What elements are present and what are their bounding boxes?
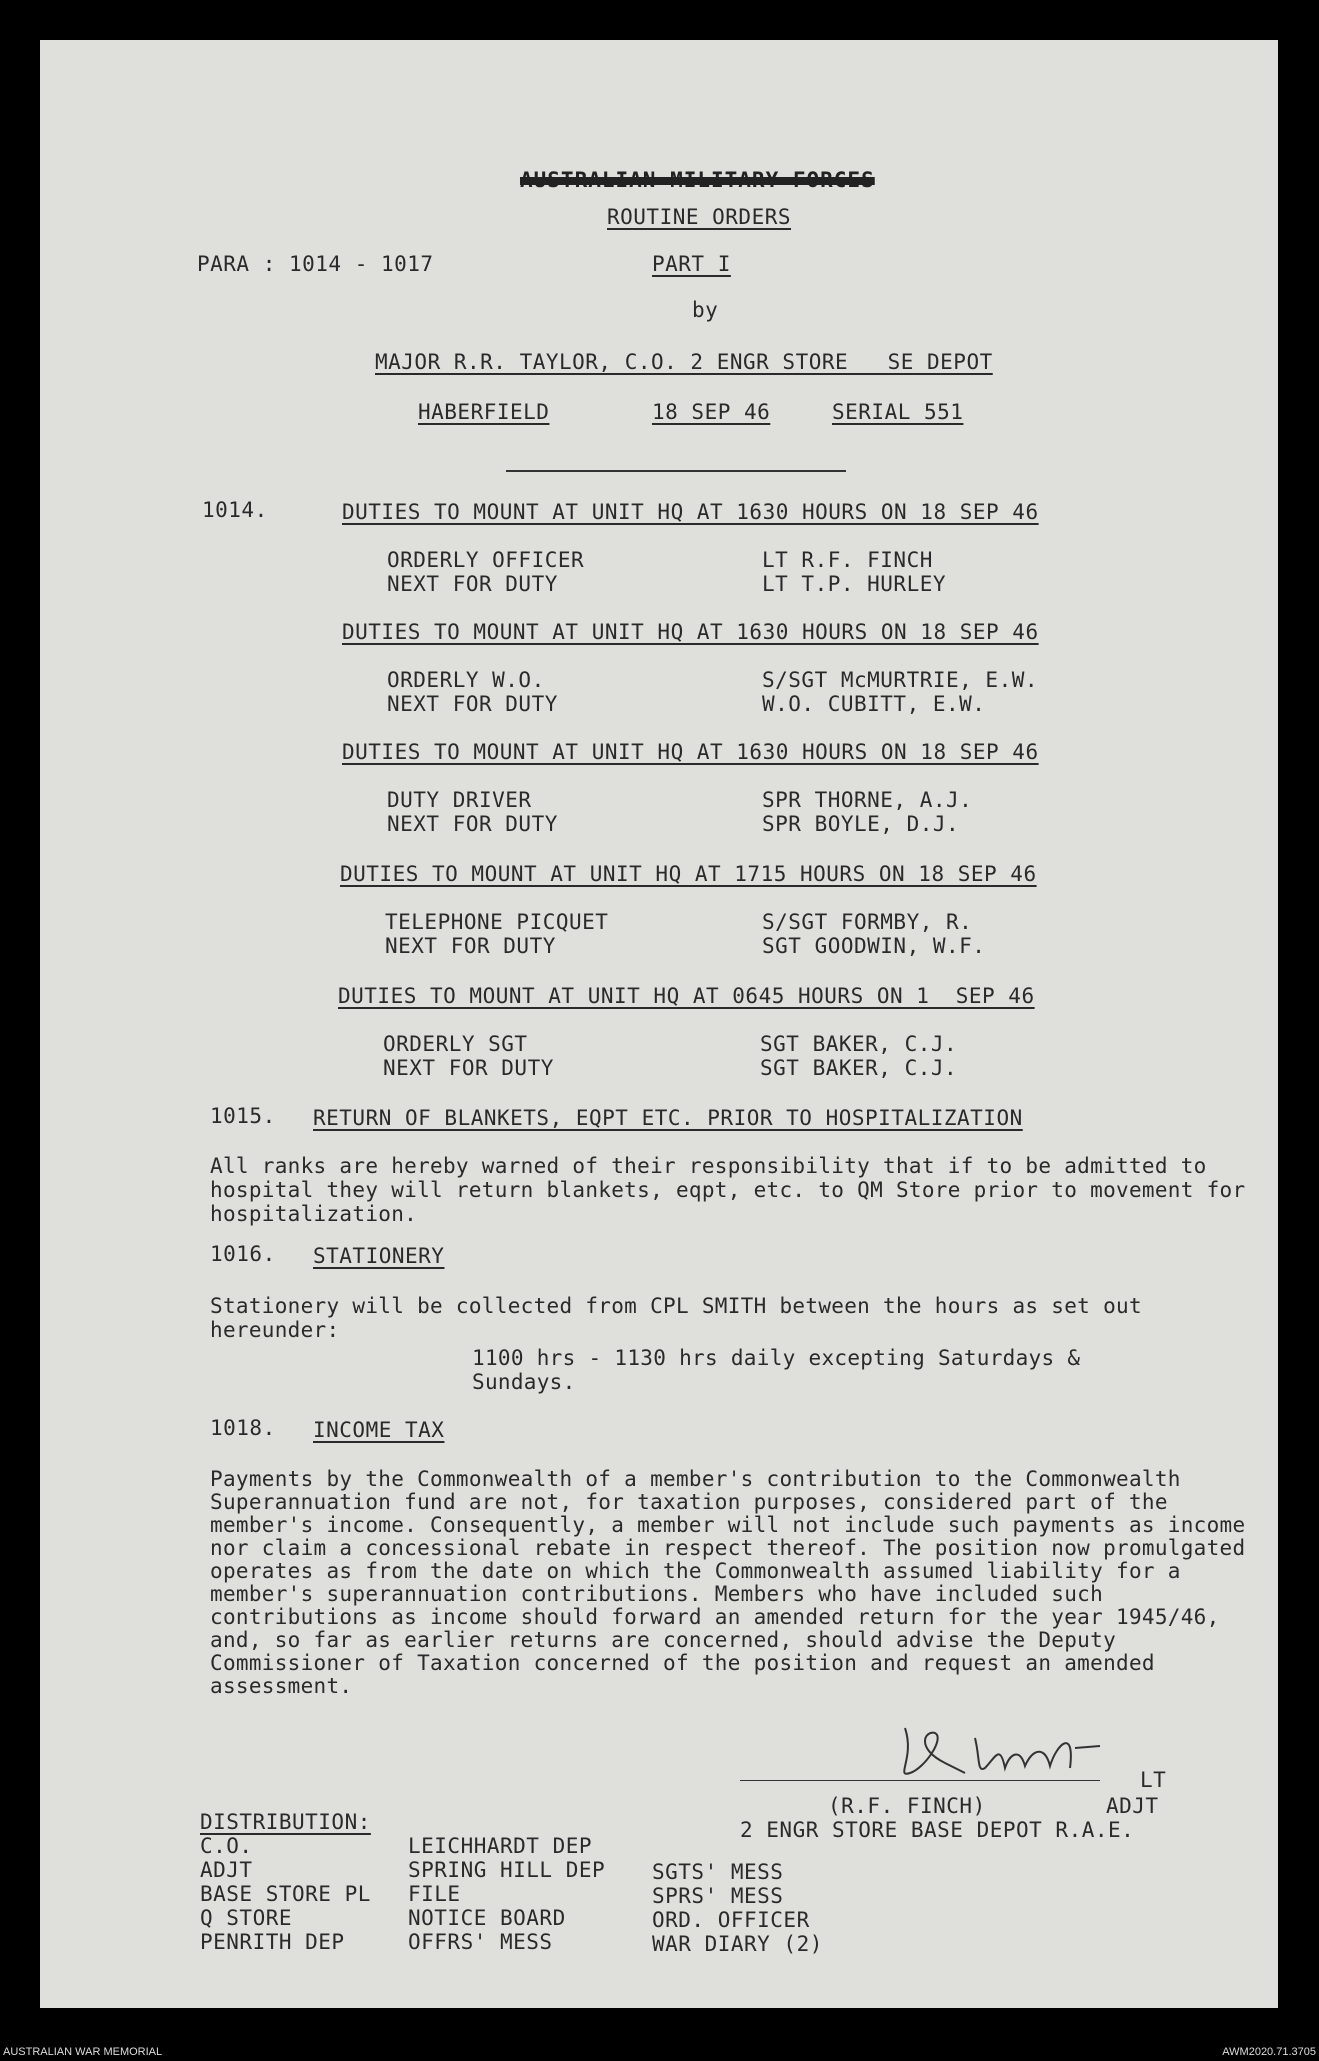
distribution-item: ORD. OFFICER (652, 1908, 810, 1932)
archive-reference: AWM2020.71.3705 (1222, 2046, 1316, 2058)
duty-heading: DUTIES TO MOUNT AT UNIT HQ AT 1715 HOURS ON 18 SEP 46 (340, 862, 1037, 886)
order-body-1018: Payments by the Commonwealth of a member's contribution to the Commonwealth Superannuation fund are not, for taxation purposes, considered part of the member's income. Consequently, a member will not include such payments as income nor claim a concessional rebate in respect thereof. The position now promulgated operates as from the date on which the Commonwealth assumed liability for a member's superannuation contributions. Members who have included such contributions as income should forward an amended return for the year 1945/46, and, so far as earlier returns are concerned, should advise the Deputy Commissioner of Taxation concerned of the position and request an amended assessment. (210, 1467, 1246, 1698)
order-number-1016: 1016. (210, 1242, 276, 1266)
date: 18 SEP 46 (652, 400, 771, 424)
distribution-item: OFFRS' MESS (408, 1930, 553, 1954)
order-heading-1018: INCOME TAX (313, 1418, 445, 1442)
signatory-title: ADJT (1106, 1794, 1159, 1818)
distribution-item: SPRING HILL DEP (408, 1858, 606, 1882)
duty-heading: DUTIES TO MOUNT AT UNIT HQ AT 1630 HOURS ON 18 SEP 46 (342, 620, 1039, 644)
distribution-item: LEICHHARDT DEP (408, 1834, 593, 1858)
archive-credit: AUSTRALIAN WAR MEMORIAL (3, 2046, 163, 2058)
signatory-rank: LT (1140, 1768, 1167, 1792)
distribution-item: WAR DIARY (2) (652, 1932, 823, 1956)
duty-person: LT T.P. HURLEY (762, 572, 947, 596)
duty-role: NEXT FOR DUTY (387, 812, 558, 836)
duty-person: SGT GOODWIN, W.F. (762, 934, 986, 958)
duty-role: DUTY DRIVER (387, 788, 532, 812)
distribution-item: Q STORE (200, 1906, 293, 1930)
order-number-1015: 1015. (210, 1104, 276, 1128)
distribution-item: ADJT (200, 1858, 253, 1882)
serial-number: SERIAL 551 (832, 400, 964, 424)
duty-role: ORDERLY SGT (383, 1032, 528, 1056)
duty-role: TELEPHONE PICQUET (385, 910, 609, 934)
duty-person: S/SGT McMURTRIE, E.W. (762, 668, 1039, 692)
duty-role: NEXT FOR DUTY (387, 692, 558, 716)
location: HABERFIELD (418, 400, 550, 424)
duty-person: W.O. CUBITT, E.W. (762, 692, 986, 716)
duty-person: LT R.F. FINCH (762, 548, 933, 572)
duty-heading: DUTIES TO MOUNT AT UNIT HQ AT 0645 HOURS ON 1 SEP 46 (338, 984, 1035, 1008)
duty-person: SGT BAKER, C.J. (760, 1032, 958, 1056)
signature-line (740, 1780, 1100, 1781)
distribution-item: C.O. (200, 1834, 253, 1858)
by-label: by (692, 298, 719, 322)
distribution-item: SPRS' MESS (652, 1884, 784, 1908)
distribution-item: PENRITH DEP (200, 1930, 345, 1954)
order-number-1018: 1018. (210, 1416, 276, 1440)
signatory-unit: 2 ENGR STORE BASE DEPOT R.A.E. (740, 1818, 1135, 1842)
header-divider (506, 470, 846, 472)
distribution-item: BASE STORE PL (200, 1882, 371, 1906)
order-number-1014: 1014. (202, 498, 268, 522)
distribution-item: NOTICE BOARD (408, 1906, 566, 1930)
distribution-heading: DISTRIBUTION: (200, 1810, 371, 1834)
issuer-line: MAJOR R.R. TAYLOR, C.O. 2 ENGR STORE SE DEPOT (375, 350, 993, 374)
para-reference: PARA : 1014 - 1017 (197, 252, 434, 276)
duty-person: S/SGT FORMBY, R. (762, 910, 973, 934)
part-label: PART I (652, 252, 731, 276)
document-page (40, 40, 1278, 2008)
duty-role: NEXT FOR DUTY (385, 934, 556, 958)
duty-person: SPR BOYLE, D.J. (762, 812, 960, 836)
duty-role: NEXT FOR DUTY (383, 1056, 554, 1080)
duty-role: ORDERLY OFFICER (387, 548, 585, 572)
distribution-item: FILE (408, 1882, 461, 1906)
order-heading-1016: STATIONERY (313, 1244, 445, 1268)
order-heading-1015: RETURN OF BLANKETS, EQPT ETC. PRIOR TO HOSPITALIZATION (313, 1106, 1023, 1130)
duty-person: SPR THORNE, A.J. (762, 788, 973, 812)
order-body-1015: All ranks are hereby warned of their responsibility that if to be admitted to hospital they will return blankets, eqpt, etc. to QM Store prior to movement for hospitalization. (210, 1154, 1246, 1226)
handwritten-signature (885, 1718, 1115, 1788)
duty-heading: DUTIES TO MOUNT AT UNIT HQ AT 1630 HOURS ON 18 SEP 46 (342, 500, 1039, 524)
duty-role: ORDERLY W.O. (387, 668, 545, 692)
document-title: ROUTINE ORDERS (607, 205, 792, 229)
duty-role: NEXT FOR DUTY (387, 572, 558, 596)
distribution-item: SGTS' MESS (652, 1860, 784, 1884)
duty-heading: DUTIES TO MOUNT AT UNIT HQ AT 1630 HOURS ON 18 SEP 46 (342, 740, 1039, 764)
signatory-name: (R.F. FINCH) (828, 1794, 986, 1818)
stationery-hours: 1100 hrs - 1130 hrs daily excepting Saturdays & Sundays. (472, 1346, 1081, 1394)
order-body-1016: Stationery will be collected from CPL SMITH between the hours as set out hereunder: (210, 1294, 1142, 1342)
struck-header: AUSTRALIAN MILITARY FORCES (520, 168, 875, 192)
duty-person: SGT BAKER, C.J. (760, 1056, 958, 1080)
